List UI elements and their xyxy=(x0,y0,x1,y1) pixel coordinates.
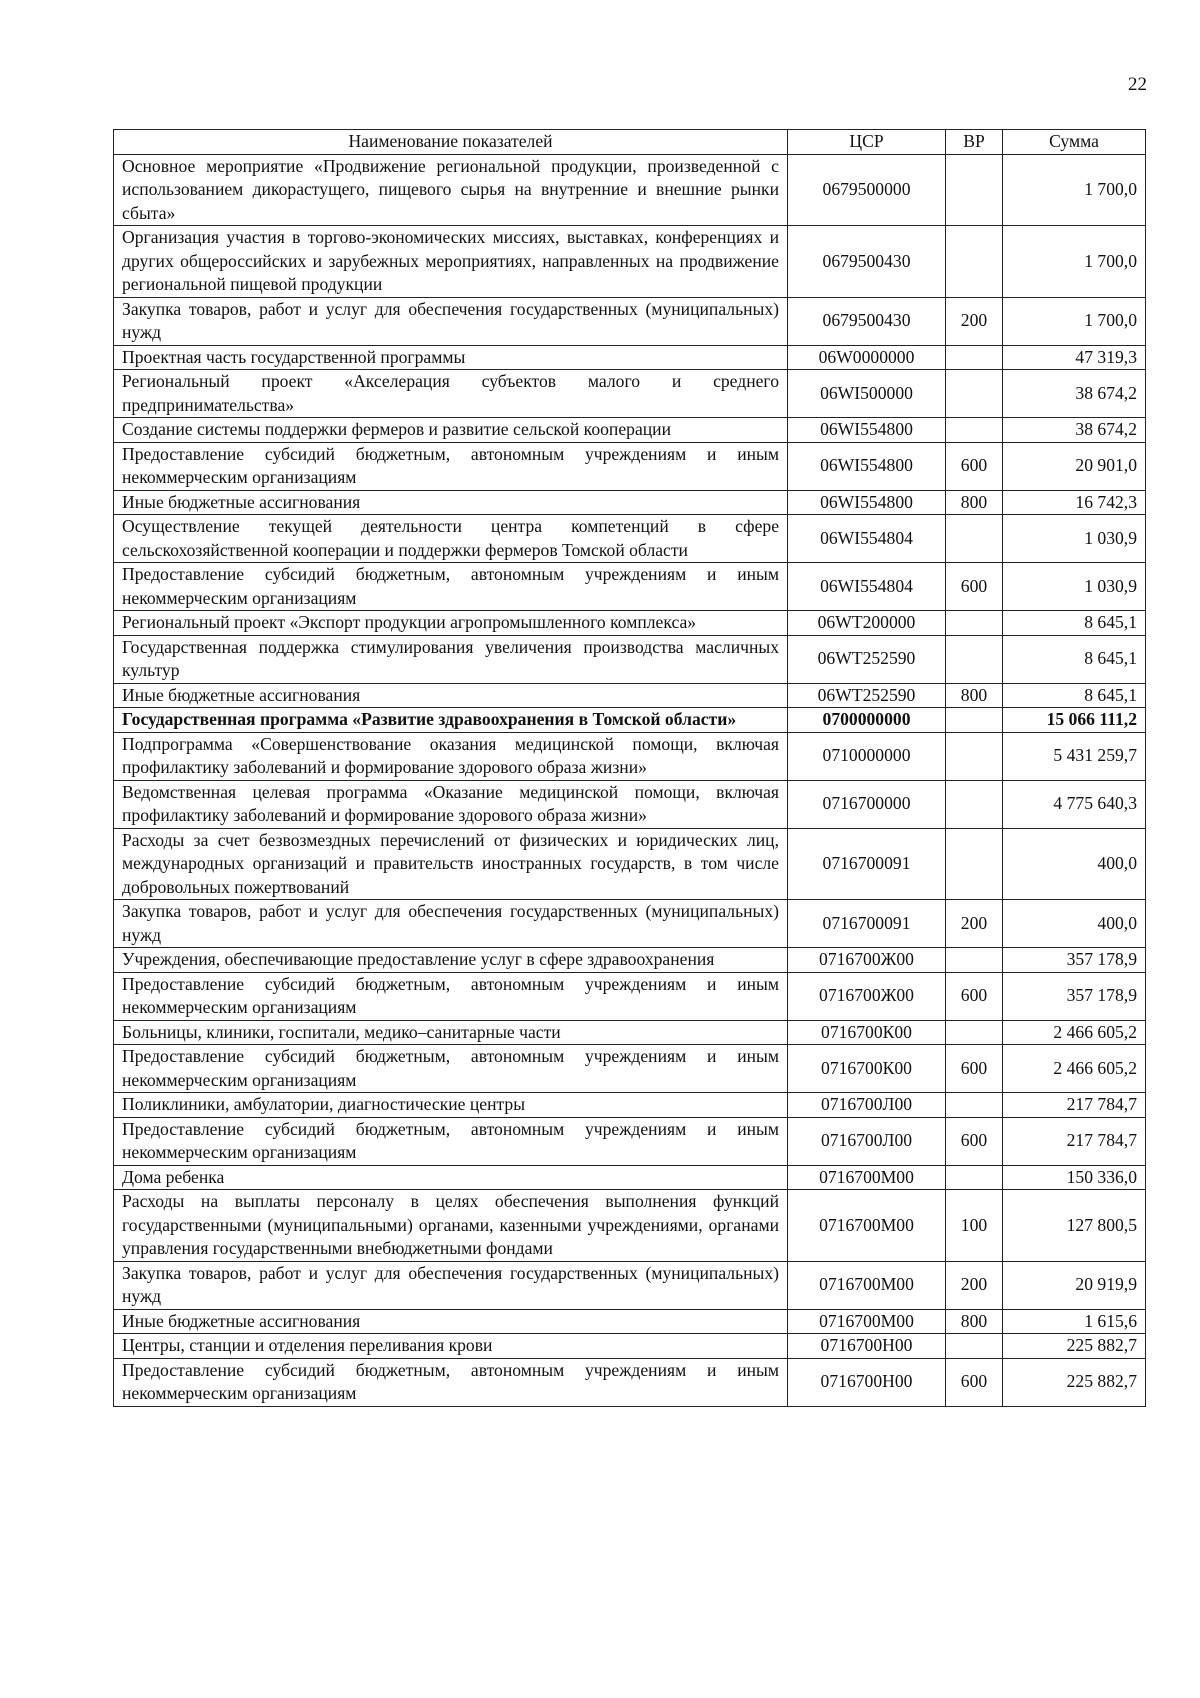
header-name: Наименование показателей xyxy=(114,130,788,155)
row-sum-cell: 20 901,0 xyxy=(1003,442,1146,490)
row-sum-cell: 5 431 259,7 xyxy=(1003,732,1146,780)
row-sum-cell: 1 700,0 xyxy=(1003,297,1146,345)
header-code: ЦСР xyxy=(788,130,946,155)
row-code-cell: 06WT252590 xyxy=(788,635,946,683)
row-sum-cell: 400,0 xyxy=(1003,828,1146,900)
row-code-cell: 0716700000 xyxy=(788,780,946,828)
row-vr-cell xyxy=(946,1334,1003,1359)
row-sum-cell: 1 615,6 xyxy=(1003,1309,1146,1334)
row-vr-cell xyxy=(946,370,1003,418)
row-vr-cell: 800 xyxy=(946,490,1003,515)
table-row xyxy=(114,154,1146,226)
row-code-cell: 0716700Л00 xyxy=(788,1093,946,1118)
row-sum-cell: 38 674,2 xyxy=(1003,370,1146,418)
row-name-cell: Предоставление субсидий бюджетным, автономным учреждениям и иным некоммерческим организациям xyxy=(114,1045,788,1093)
table-row xyxy=(114,370,1146,418)
row-sum-cell: 4 775 640,3 xyxy=(1003,780,1146,828)
table-row xyxy=(114,418,1146,443)
table-row xyxy=(114,611,1146,636)
row-code-cell: 06W0000000 xyxy=(788,345,946,370)
row-code-cell: 06WI554804 xyxy=(788,515,946,563)
header-vr: ВР xyxy=(946,130,1003,155)
row-sum-cell: 217 784,7 xyxy=(1003,1093,1146,1118)
row-code-cell: 0716700091 xyxy=(788,828,946,900)
row-sum-cell: 225 882,7 xyxy=(1003,1358,1146,1406)
table-body xyxy=(114,154,1146,1406)
row-code-cell: 0716700091 xyxy=(788,900,946,948)
row-code-cell: 0716700К00 xyxy=(788,1020,946,1045)
table-row xyxy=(114,1093,1146,1118)
table-row xyxy=(114,226,1146,298)
row-sum-cell: 8 645,1 xyxy=(1003,611,1146,636)
row-sum-cell: 357 178,9 xyxy=(1003,948,1146,973)
row-sum-cell: 16 742,3 xyxy=(1003,490,1146,515)
row-name-cell: Государственная программа «Развитие здравоохранения в Томской области» xyxy=(114,708,788,733)
row-vr-cell xyxy=(946,1020,1003,1045)
table-row xyxy=(114,345,1146,370)
row-sum-cell: 8 645,1 xyxy=(1003,683,1146,708)
table-row xyxy=(114,828,1146,900)
table-row xyxy=(114,1020,1146,1045)
row-vr-cell: 600 xyxy=(946,563,1003,611)
row-name-cell: Проектная часть государственной программы xyxy=(114,345,788,370)
row-name-cell: Иные бюджетные ассигнования xyxy=(114,683,788,708)
row-vr-cell: 800 xyxy=(946,1309,1003,1334)
row-name-cell: Закупка товаров, работ и услуг для обеспечения государственных (муниципальных) нужд xyxy=(114,297,788,345)
row-vr-cell xyxy=(946,515,1003,563)
row-name-cell: Подпрограмма «Совершенствование оказания медицинской помощи, включая профилактику заболеваний и формирование здорового образа жизни» xyxy=(114,732,788,780)
table-row xyxy=(114,1309,1146,1334)
row-vr-cell xyxy=(946,154,1003,226)
table-row xyxy=(114,1358,1146,1406)
row-name-cell: Региональный проект «Акселерация субъектов малого и среднего предпринимательства» xyxy=(114,370,788,418)
row-name-cell: Иные бюджетные ассигнования xyxy=(114,490,788,515)
row-code-cell: 06WI554800 xyxy=(788,490,946,515)
row-code-cell: 0716700М00 xyxy=(788,1165,946,1190)
row-vr-cell: 200 xyxy=(946,297,1003,345)
table-row xyxy=(114,563,1146,611)
row-code-cell: 0716700Ж00 xyxy=(788,972,946,1020)
row-vr-cell xyxy=(946,828,1003,900)
row-name-cell: Учреждения, обеспечивающие предоставление услуг в сфере здравоохранения xyxy=(114,948,788,973)
row-vr-cell xyxy=(946,708,1003,733)
row-vr-cell: 200 xyxy=(946,1261,1003,1309)
row-sum-cell: 225 882,7 xyxy=(1003,1334,1146,1359)
row-vr-cell: 800 xyxy=(946,683,1003,708)
table-header-row xyxy=(114,130,1146,155)
row-sum-cell: 2 466 605,2 xyxy=(1003,1045,1146,1093)
table-row xyxy=(114,1334,1146,1359)
row-code-cell: 0716700М00 xyxy=(788,1309,946,1334)
table-row xyxy=(114,1261,1146,1309)
row-code-cell: 06WI500000 xyxy=(788,370,946,418)
row-sum-cell: 47 319,3 xyxy=(1003,345,1146,370)
row-vr-cell xyxy=(946,780,1003,828)
row-name-cell: Ведомственная целевая программа «Оказание медицинской помощи, включая профилактику заболеваний и формирование здорового образа жизни» xyxy=(114,780,788,828)
table-row xyxy=(114,780,1146,828)
row-vr-cell: 100 xyxy=(946,1190,1003,1262)
row-vr-cell xyxy=(946,948,1003,973)
table-row xyxy=(114,1190,1146,1262)
row-sum-cell: 150 336,0 xyxy=(1003,1165,1146,1190)
table-row xyxy=(114,515,1146,563)
row-sum-cell: 1 030,9 xyxy=(1003,515,1146,563)
row-sum-cell: 8 645,1 xyxy=(1003,635,1146,683)
row-vr-cell xyxy=(946,226,1003,298)
table-row xyxy=(114,948,1146,973)
row-code-cell: 06WI554804 xyxy=(788,563,946,611)
table-row xyxy=(114,635,1146,683)
table-row xyxy=(114,683,1146,708)
row-code-cell: 0679500000 xyxy=(788,154,946,226)
row-sum-cell: 127 800,5 xyxy=(1003,1190,1146,1262)
row-vr-cell xyxy=(946,611,1003,636)
row-vr-cell xyxy=(946,1093,1003,1118)
row-code-cell: 0716700Л00 xyxy=(788,1117,946,1165)
table-row xyxy=(114,297,1146,345)
row-code-cell: 06WI554800 xyxy=(788,442,946,490)
row-vr-cell: 600 xyxy=(946,1045,1003,1093)
row-vr-cell: 600 xyxy=(946,972,1003,1020)
table-row xyxy=(114,732,1146,780)
row-vr-cell: 600 xyxy=(946,1117,1003,1165)
table-row xyxy=(114,442,1146,490)
table-row xyxy=(114,1165,1146,1190)
table-row xyxy=(114,1045,1146,1093)
row-code-cell: 0700000000 xyxy=(788,708,946,733)
row-code-cell: 0716700К00 xyxy=(788,1045,946,1093)
row-name-cell: Предоставление субсидий бюджетным, автономным учреждениям и иным некоммерческим организациям xyxy=(114,972,788,1020)
row-sum-cell: 20 919,9 xyxy=(1003,1261,1146,1309)
row-sum-cell: 1 030,9 xyxy=(1003,563,1146,611)
table-row xyxy=(114,1117,1146,1165)
row-name-cell: Создание системы поддержки фермеров и развитие сельской кооперации xyxy=(114,418,788,443)
row-sum-cell: 38 674,2 xyxy=(1003,418,1146,443)
row-vr-cell: 200 xyxy=(946,900,1003,948)
row-name-cell: Больницы, клиники, госпитали, медико–санитарные части xyxy=(114,1020,788,1045)
row-name-cell: Закупка товаров, работ и услуг для обеспечения государственных (муниципальных) нужд xyxy=(114,1261,788,1309)
row-vr-cell xyxy=(946,345,1003,370)
row-code-cell: 0716700М00 xyxy=(788,1261,946,1309)
header-sum: Сумма xyxy=(1003,130,1146,155)
row-name-cell: Предоставление субсидий бюджетным, автономным учреждениям и иным некоммерческим организациям xyxy=(114,563,788,611)
row-sum-cell: 357 178,9 xyxy=(1003,972,1146,1020)
row-sum-cell: 217 784,7 xyxy=(1003,1117,1146,1165)
row-vr-cell: 600 xyxy=(946,442,1003,490)
row-name-cell: Предоставление субсидий бюджетным, автономным учреждениям и иным некоммерческим организациям xyxy=(114,442,788,490)
table-row xyxy=(114,900,1146,948)
row-sum-cell: 2 466 605,2 xyxy=(1003,1020,1146,1045)
row-name-cell: Осуществление текущей деятельности центра компетенций в сфере сельскохозяйственной кооперации и поддержки фермеров Томской области xyxy=(114,515,788,563)
row-name-cell: Региональный проект «Экспорт продукции агропромышленного комплекса» xyxy=(114,611,788,636)
row-sum-cell: 400,0 xyxy=(1003,900,1146,948)
row-vr-cell xyxy=(946,1165,1003,1190)
row-name-cell: Дома ребенка xyxy=(114,1165,788,1190)
row-code-cell: 0716700Ж00 xyxy=(788,948,946,973)
table-row xyxy=(114,972,1146,1020)
row-code-cell: 0710000000 xyxy=(788,732,946,780)
row-name-cell: Предоставление субсидий бюджетным, автономным учреждениям и иным некоммерческим организациям xyxy=(114,1117,788,1165)
table-row xyxy=(114,708,1146,733)
row-sum-cell: 15 066 111,2 xyxy=(1003,708,1146,733)
row-name-cell: Расходы за счет безвозмездных перечислений от физических и юридических лиц, международных организаций и правительств иностранных государств, в том числе добровольных пожертвований xyxy=(114,828,788,900)
row-name-cell: Государственная поддержка стимулирования увеличения производства масличных культур xyxy=(114,635,788,683)
row-vr-cell xyxy=(946,635,1003,683)
page-number: 22 xyxy=(1128,74,1147,95)
row-sum-cell: 1 700,0 xyxy=(1003,226,1146,298)
row-vr-cell xyxy=(946,418,1003,443)
row-name-cell: Центры, станции и отделения переливания крови xyxy=(114,1334,788,1359)
row-code-cell: 0679500430 xyxy=(788,226,946,298)
row-code-cell: 06WT252590 xyxy=(788,683,946,708)
row-name-cell: Организация участия в торгово-экономических миссиях, выставках, конференциях и других общероссийских и зарубежных мероприятиях, направленных на продвижение региональной пищевой продукции xyxy=(114,226,788,298)
row-code-cell: 06WI554800 xyxy=(788,418,946,443)
row-vr-cell: 600 xyxy=(946,1358,1003,1406)
row-name-cell: Основное мероприятие «Продвижение региональной продукции, произведенной с использованием дикорастущего, пищевого сырья на внутренние и внешние рынки сбыта» xyxy=(114,154,788,226)
row-name-cell: Расходы на выплаты персоналу в целях обеспечения выполнения функций государственными (муниципальными) органами, казенными учреждениями, органами управления государственными внебюджетными фондами xyxy=(114,1190,788,1262)
row-code-cell: 0716700Н00 xyxy=(788,1334,946,1359)
table-row xyxy=(114,490,1146,515)
row-code-cell: 0716700Н00 xyxy=(788,1358,946,1406)
row-name-cell: Предоставление субсидий бюджетным, автономным учреждениям и иным некоммерческим организациям xyxy=(114,1358,788,1406)
budget-table xyxy=(113,129,1146,1407)
row-code-cell: 0716700М00 xyxy=(788,1190,946,1262)
row-vr-cell xyxy=(946,732,1003,780)
row-code-cell: 0679500430 xyxy=(788,297,946,345)
row-name-cell: Иные бюджетные ассигнования xyxy=(114,1309,788,1334)
row-name-cell: Поликлиники, амбулатории, диагностические центры xyxy=(114,1093,788,1118)
row-name-cell: Закупка товаров, работ и услуг для обеспечения государственных (муниципальных) нужд xyxy=(114,900,788,948)
row-sum-cell: 1 700,0 xyxy=(1003,154,1146,226)
row-code-cell: 06WT200000 xyxy=(788,611,946,636)
